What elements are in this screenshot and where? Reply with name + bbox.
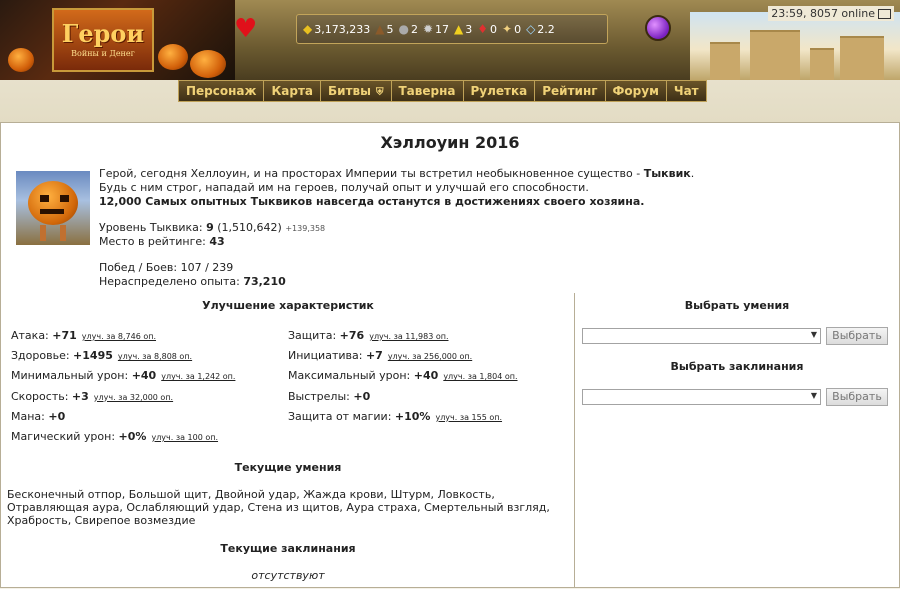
resource-item (502, 22, 521, 36)
stat-row (288, 390, 370, 403)
stat-row (11, 349, 192, 362)
crystal-icon: ♦ (477, 22, 488, 36)
upgrade-link[interactable]: улуч. за 32,000 оп. (93, 392, 174, 402)
nav-item[interactable] (667, 81, 706, 101)
castle-building (810, 48, 834, 80)
monitor-icon[interactable] (878, 9, 891, 19)
mercury-icon: ✹ (422, 22, 433, 36)
stat-label: Выстрелы: (288, 389, 350, 403)
stat-label: Атака: (11, 329, 49, 342)
resource-value: 17 (435, 22, 449, 36)
resource-value: 0 (514, 22, 522, 36)
pumpkin-creature-image (16, 171, 90, 245)
clock-text: 23:59, 8057 online (771, 7, 875, 20)
nav-item-label: Чат (673, 84, 699, 98)
stat-value: +1495 (73, 349, 113, 363)
main-nav (178, 80, 707, 102)
pumpkin-leg (40, 225, 46, 241)
resource-item (454, 22, 472, 36)
gold-coins-icon: ◆ (303, 22, 313, 36)
resources-bar (296, 14, 608, 44)
stat-label: Скорость: (11, 389, 69, 403)
event-title: Хэллоуин 2016 (380, 133, 520, 152)
resource-item (526, 22, 555, 36)
nav-item[interactable] (264, 81, 321, 101)
nav-item-label: Рейтинг (542, 84, 598, 98)
choose-skill-button[interactable]: Выбрать (826, 327, 888, 345)
stat-row (11, 329, 156, 342)
castle-image (690, 12, 900, 80)
upgrade-link[interactable]: улуч. за 1,242 оп. (161, 372, 236, 382)
resource-value: 2.2 (537, 22, 555, 36)
nav-item-label: Таверна (398, 84, 456, 98)
creature-name: Тыквик (643, 167, 691, 180)
stat-value: +7 (365, 349, 383, 363)
upgrade-link[interactable]: улуч. за 256,000 оп. (387, 352, 473, 362)
pumpkin-decoration (8, 48, 34, 72)
wood-icon: ▲ (375, 22, 385, 36)
nav-item[interactable] (179, 81, 264, 101)
stat-value: +40 (413, 369, 439, 383)
wins-battles: Побед / Боев: 107 / 239 (99, 261, 234, 274)
pumpkin-mouth (40, 209, 64, 214)
stat-value: +10% (394, 409, 431, 423)
stat-row (288, 329, 449, 342)
resource-item (423, 22, 449, 36)
stat-label: Мана: (11, 409, 45, 423)
stat-value: +40 (131, 369, 157, 383)
upgrade-link[interactable]: улуч. за 8,746 оп. (81, 332, 157, 341)
nav-item-label: Персонаж (186, 84, 257, 98)
pumpkin-decoration (190, 50, 226, 78)
stat-row (288, 410, 502, 423)
castle-building (710, 42, 740, 80)
resource-value: 3,173,233 (314, 22, 371, 36)
stat-label: Здоровье: (11, 349, 70, 363)
castle-building (750, 30, 800, 80)
nav-item[interactable] (464, 81, 536, 101)
upgrade-link[interactable]: улуч. за 100 оп. (151, 433, 219, 442)
rating-place: Место в рейтинге: 43 (99, 235, 225, 248)
resource-item (398, 22, 417, 36)
intro-line-2: Будь с ним строг, нападай им на героев, получай опыт и улучшай его способности. (99, 181, 589, 194)
health-heart-icon[interactable]: ♥ (234, 14, 258, 44)
gems-icon: ✦ (502, 22, 513, 36)
stat-label: Защита: (288, 329, 337, 342)
intro-line-3: 12,000 Самых опытных Тыквиков навсегда останутся в достижениях своего хозяина. (99, 195, 645, 208)
resource-value: 5 (386, 22, 394, 36)
pumpkin-decoration (158, 44, 188, 70)
resource-value: 2 (410, 22, 418, 36)
choose-panel (574, 293, 900, 588)
upgrade-link[interactable]: улуч. за 1,804 оп. (443, 372, 518, 382)
nav-item-label: Карта (271, 84, 314, 98)
battle-shield-icon: ⛨ (376, 87, 384, 98)
skills-select[interactable] (582, 328, 821, 344)
resource-item (375, 22, 393, 36)
unspent-value: 73,210 (243, 275, 286, 288)
logo-area (0, 0, 235, 80)
clock-online (768, 6, 894, 21)
pumpkin-leg (60, 225, 66, 241)
nav-item[interactable] (392, 81, 464, 101)
chevron-down-icon: ▼ (810, 391, 817, 400)
stat-row (288, 349, 472, 362)
upgrade-link[interactable]: улуч. за 155 оп. (435, 412, 503, 422)
unspent-exp: Нераспределено опыта: 73,210 (99, 275, 286, 288)
resource-value: 0 (490, 22, 497, 36)
level-delta: +139,358 (285, 224, 326, 233)
logo-subtitle: Войны и Денег (71, 49, 135, 58)
upgrade-link[interactable]: улуч. за 8,808 оп. (117, 352, 193, 362)
ore-icon: ● (398, 22, 409, 36)
stat-label: Инициатива: (288, 349, 363, 363)
pumpkin-eye (60, 195, 69, 202)
intro-line-1: Герой, сегодня Хеллоуин, и на просторах Империи ты встретил необыкновенное существо - Тыквик. (99, 167, 695, 180)
nav-item-label: Рулетка (470, 84, 528, 98)
stat-value: +71 (52, 329, 77, 342)
game-logo[interactable] (52, 8, 154, 72)
creature-level: Уровень Тыквика: 9 (1,510,642) +139,358 (99, 221, 326, 234)
wins-value: 107 / 239 (180, 261, 234, 274)
stat-label: Защита от магии: (288, 409, 392, 423)
stat-row (288, 369, 518, 382)
diamond-icon: ◇ (526, 22, 536, 36)
nav-item-label: Битвы (328, 84, 371, 98)
sulfur-icon: ▲ (454, 22, 464, 36)
resource-value: 3 (465, 22, 473, 36)
stat-value: +0 (353, 389, 371, 403)
stat-label: Магический урон: (11, 430, 116, 443)
chevron-down-icon: ▼ (810, 330, 817, 339)
level-value: 9 (206, 221, 214, 234)
spells-select[interactable] (582, 389, 821, 405)
upgrade-link[interactable]: улуч. за 11,983 оп. (369, 332, 449, 341)
choose-spell-button[interactable]: Выбрать (826, 388, 888, 406)
stats-panel (0, 293, 576, 588)
skills-title: Текущие умения (234, 461, 342, 474)
header (0, 0, 900, 122)
stat-value: +3 (71, 389, 89, 403)
pumpkin-body (28, 181, 78, 225)
pumpkin-eye (40, 195, 49, 202)
nav-item[interactable] (321, 81, 391, 101)
stat-value: +0% (118, 430, 147, 443)
mana-flask-icon[interactable] (645, 15, 671, 41)
resource-item (303, 22, 370, 36)
logo-title: Герои (61, 19, 145, 48)
stat-row (11, 390, 173, 403)
rank-value: 43 (209, 235, 225, 248)
improve-title: Улучшение характеристик (202, 299, 374, 312)
skills-list: Бесконечный отпор, Большой щит, Двойной удар, Жажда крови, Штурм, Ловкость, Отравляющая аура, Ослабляющий удар, Стена из щитов, Аура страха, Смертельный взгляд, Храбрость, Свирепое возмездие (7, 488, 550, 527)
stat-row (11, 369, 235, 382)
castle-building (840, 36, 884, 80)
event-panel (0, 122, 900, 295)
spells-list: отсутствуют (251, 569, 325, 582)
nav-item[interactable] (535, 81, 605, 101)
choose-spells-title: Выбрать заклинания (670, 360, 804, 373)
stat-value: +76 (339, 329, 365, 342)
stat-row (11, 430, 218, 443)
nav-item[interactable] (606, 81, 667, 101)
stat-value: +0 (48, 409, 66, 423)
choose-skills-title: Выбрать умения (684, 299, 790, 312)
stat-row (11, 410, 65, 423)
spells-title: Текущие заклинания (220, 542, 356, 555)
nav-item-label: Форум (612, 84, 659, 98)
resource-item (477, 22, 497, 36)
stat-label: Минимальный урон: (11, 369, 129, 383)
stat-label: Максимальный урон: (288, 369, 411, 383)
level-exp: (1,510,642) (217, 221, 282, 234)
